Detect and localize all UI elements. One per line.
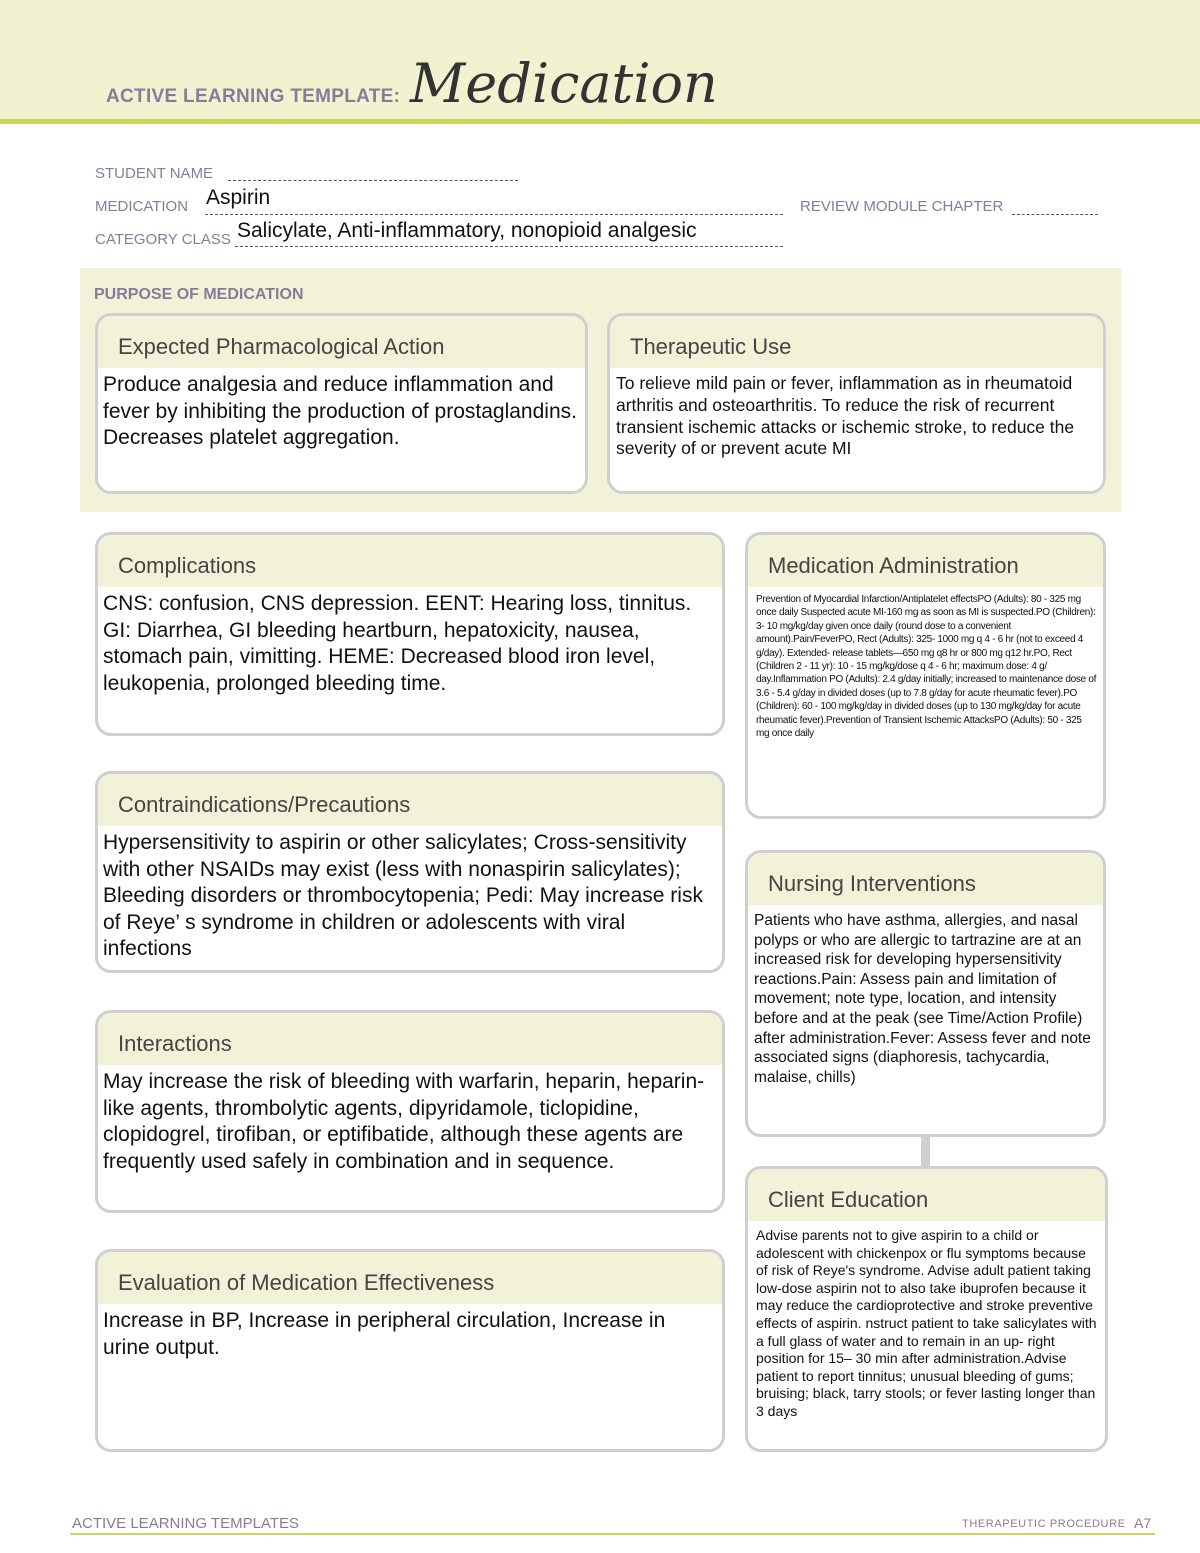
box-text: CNS: confusion, CNS depression. EENT: Hearing loss, tinnitus. GI: Diarrhea, GI bleeding heartburn, hepatoxicity, nausea, stomach pain, vimitting. HEME: Decreased blood iron level, leukopenia, prolonged bleeding time. bbox=[103, 592, 692, 695]
student-name-label: STUDENT NAME bbox=[95, 165, 214, 182]
box-title: Interactions bbox=[98, 1013, 722, 1065]
box-text: Advise parents not to give aspirin to a child or adolescent with chickenpox or flu symptoms because of risk of Reye's syndrome. Advise adult patient taking low-dose aspirin not to also take ibuprofen because it may reduce the cardioprotective and stroke preventive effects of aspirin. nstruct patient to take salicylates with a full glass of water and to remain in an up- right position for 15– 30 min after administration.Advise patient to report tinnitus; unusual bleeding of gums; bruising; black, tarry stools; or fever lasting longer than 3 days bbox=[756, 1227, 1097, 1419]
box-title: Expected Pharmacological Action bbox=[98, 316, 585, 368]
box-title: Nursing Interventions bbox=[748, 853, 1103, 905]
template-prefix: ACTIVE LEARNING TEMPLATE: bbox=[106, 86, 401, 107]
box-title: Therapeutic Use bbox=[610, 316, 1103, 368]
box-text: Patients who have asthma, allergies, and nasal polyps or who are allergic to tartrazine are at an increased risk for developing hypersensitivity reactions.Pain: Assess pain and limitation of movement; note type, location, and intensity before and at the peak (see Time/Action Profile) after administration.Fever: Assess fever and note associated signs (diaphoresis, tachycardia, malaise, chills) bbox=[754, 912, 1091, 1086]
evaluation-box bbox=[95, 1249, 725, 1452]
student-name-field[interactable] bbox=[228, 166, 518, 181]
medication-administration-box bbox=[745, 532, 1106, 819]
box-text: Produce analgesia and reduce inflammation and fever by inhibiting the production of prostaglandins. Decreases platelet aggregation. bbox=[103, 373, 577, 449]
box-title: Evaluation of Medication Effectiveness bbox=[98, 1252, 722, 1304]
connector bbox=[921, 1136, 930, 1166]
box-title: Medication Administration bbox=[748, 535, 1103, 587]
contraindications-box bbox=[95, 771, 725, 973]
category-label: CATEGORY CLASS bbox=[95, 231, 231, 248]
box-text: Hypersensitivity to aspirin or other salicylates; Cross-sensitivity with other NSAIDs may exist (less with nonaspirin salicylates); Bleeding disorders or thrombocytopenia; Pedi: May increase risk of Reye’ s syndrome in children or adolescents with viral infections bbox=[103, 831, 703, 960]
footer-rule bbox=[70, 1533, 1155, 1535]
medication-field[interactable] bbox=[205, 200, 783, 215]
category-value: Salicylate, Anti-inflammatory, nonopioid analgesic bbox=[237, 219, 697, 242]
box-text: Prevention of Myocardial Infarction/Antiplatelet effectsPO (Adults): 80 - 325 mg once daily Suspected acute MI-160 mg as soon as MI is suspected.PO (Children): 3- 10 mg/kg/day given once daily (round dose to a convenient amount).Pain/FeverPO, Rect (Adults): 325- 1000 mg q 4 - 6 hr (not to exceed 4 g/day). Extended- release tablets—650 mg q8 hr or 800 mg q12 hr.PO, Rect (Children 2 - 11 yr): 10 - 15 mg/kg/dose q 4 - 6 hr; maximum dose: 4 g/ day.Inflammation PO (Adults): 2.4 g/day initially; increased to maintenance dose of 3.6 - 5.4 g/day in divided doses (up to 7.8 g/day for acute rheumatic fever).PO (Children): 60 - 100 mg/kg/day in divided doses (up to 130 mg/kg/day for acute rheumatic fever).Prevention of Transient Ischemic AttacksPO (Adults): 50 - 325 mg once daily bbox=[756, 594, 1097, 740]
box-text: Increase in BP, Increase in peripheral circulation, Increase in urine output. bbox=[103, 1309, 666, 1359]
page-title: Medication bbox=[410, 52, 718, 115]
therapeutic-use-box bbox=[607, 313, 1106, 494]
box-text: May increase the risk of bleeding with warfarin, heparin, heparin-like agents, thrombolytic agents, dipyridamole, ticlopidine, clopidogrel, tirofiban, or eptifibatide, although these agents are frequently used safely in combination and in sequence. bbox=[103, 1070, 705, 1173]
footer-left: ACTIVE LEARNING TEMPLATES bbox=[72, 1515, 299, 1532]
box-title: Contraindications/Precautions bbox=[98, 774, 722, 826]
footer-section: THERAPEUTIC PROCEDURE bbox=[962, 1518, 1126, 1530]
page-number: A7 bbox=[1134, 1515, 1152, 1531]
box-text: To relieve mild pain or fever, inflammation as in rheumatoid arthritis and osteoarthritis. To reduce the risk of recurrent transient ischemic attacks or ischemic stroke, to reduce the severity of or prevent acute MI bbox=[616, 373, 1075, 459]
box-title: Client Education bbox=[748, 1169, 1105, 1221]
box-title: Complications bbox=[98, 535, 722, 587]
client-education-box bbox=[745, 1166, 1108, 1452]
interactions-box bbox=[95, 1010, 725, 1213]
medication-value: Aspirin bbox=[206, 186, 271, 209]
medication-label: MEDICATION bbox=[95, 198, 189, 215]
nursing-interventions-box bbox=[745, 850, 1106, 1137]
expected-action-box bbox=[95, 313, 588, 494]
complications-box bbox=[95, 532, 725, 736]
review-chapter-field[interactable] bbox=[1012, 200, 1098, 215]
review-chapter-label: REVIEW MODULE CHAPTER bbox=[800, 198, 1004, 215]
purpose-title: PURPOSE OF MEDICATION bbox=[94, 286, 304, 303]
page-header bbox=[0, 0, 1200, 124]
